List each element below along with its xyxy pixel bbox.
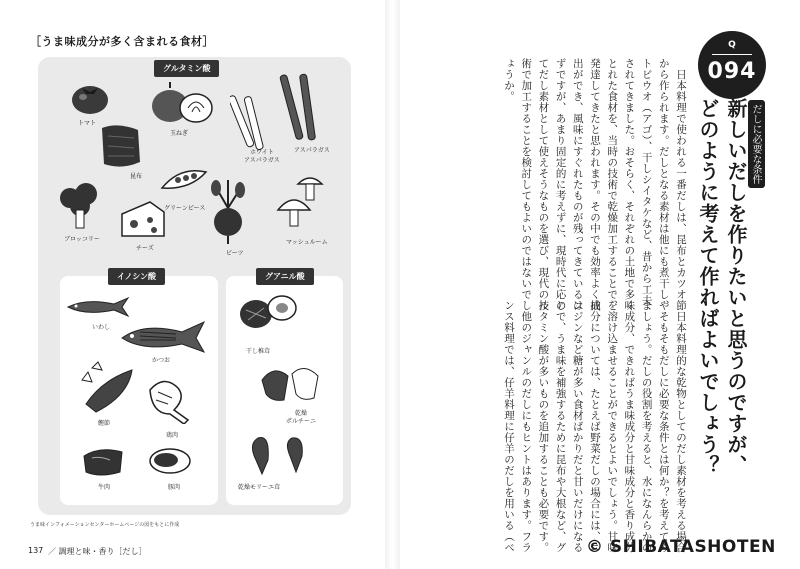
food-label-beet: ビーツ — [226, 250, 244, 257]
chicken-icon — [144, 370, 198, 424]
page-number: 137 — [28, 546, 44, 555]
category-label: だしに必要な条件 — [748, 100, 765, 188]
food-label-tomato: トマト — [78, 120, 97, 127]
food-label-chicken: 鶏肉 — [166, 432, 179, 439]
katsuobushi-icon — [72, 360, 138, 414]
body-column: ルタミン酸が多いものを追加することも必要です。 — [537, 300, 550, 553]
body-column: トビウオ（アゴ）、干しシイタケなど、昔から工夫 — [640, 58, 653, 306]
glutamate-label: グルタミン酸 — [154, 60, 219, 77]
body-column: 成分については、たとえば野菜だしの場合には、ニ — [589, 300, 601, 553]
food-label-sardine: いわし — [92, 324, 111, 331]
food-label-white-asparagus: ホワイト アスパラガス — [244, 149, 280, 164]
body-column: ましょう。だしの役割を考えると、水になんらかの — [640, 300, 653, 553]
beet-icon — [208, 180, 248, 244]
food-label-mushroom: マッシュルーム — [286, 239, 328, 246]
food-label-beef: 牛肉 — [98, 484, 111, 491]
tomato-icon — [70, 80, 110, 116]
food-label-dried-morel: 乾燥モリーユ茸 — [238, 484, 281, 491]
source-note: うま味インフォメーションセンターホームページの図をもとに作成 — [30, 522, 180, 528]
food-label-cheese: チーズ — [136, 245, 154, 252]
section-title: ［うま味成分が多く含まれる食材］ — [30, 35, 214, 48]
question-number: 094 — [707, 59, 757, 84]
body-column: 日本料理で使われる一番だしは、昆布とカツオ節 — [675, 58, 687, 311]
body-column: されてきました。おそらく、それぞれの土地で多く — [623, 58, 636, 311]
food-label-kombu: 昆布 — [130, 173, 143, 180]
broccoli-icon — [56, 182, 104, 230]
title-line-1: 新しいだしを作りたいと思うのですが、 — [724, 98, 748, 476]
body-column: 他のジャンルのだしにもヒントはあります。フラ — [520, 300, 533, 553]
dried-porcini-icon — [258, 360, 322, 406]
food-label-dried-porcini: 乾燥 ポルチーニ — [286, 410, 317, 425]
inosinate-label: イノシン酸 — [108, 268, 165, 285]
body-column: てだし素材として使えそうなものを選び、現代の技 — [537, 58, 550, 311]
sardine-icon — [66, 296, 130, 318]
green-peas-icon — [160, 166, 210, 196]
badge-divider — [712, 54, 752, 55]
running-title: ／ 調理と味・香り［だし］ — [48, 547, 147, 556]
body-column: ずですが、あまり固定的に考えずに、現時代に応じ — [554, 58, 567, 311]
white-asparagus-icon — [230, 92, 270, 152]
food-label-dried-shiitake: 干し椎茸 — [246, 348, 271, 355]
food-label-asparagus: アスパラガス — [294, 147, 330, 154]
body-column: とれた食材を、当時の技術で乾燥加工することで、 — [606, 58, 619, 311]
food-label-katsuobushi: 鰹節 — [98, 420, 111, 427]
question-letter: Q — [728, 40, 736, 50]
body-column: から作られます。だしとなる素材は他にも煮干しや — [657, 58, 670, 311]
body-column: 日本料理的な乾物としてのだし素材を考える場合 — [675, 300, 687, 553]
body-column: ンジンなど糖が多い食材ばかりだと甘いだけになる — [571, 300, 584, 553]
food-label-green-peas: グリーンピース — [164, 205, 206, 212]
dried-shiitake-icon — [236, 292, 300, 332]
title-line-2: どのように考えて作ればよいでしょう？ — [696, 98, 720, 476]
body-column: ょうか。 — [503, 58, 515, 102]
body-column: ので、うま味を補強するために昆布や大根など、グ — [554, 300, 567, 553]
question-badge — [698, 31, 766, 99]
book-gutter — [385, 0, 400, 569]
beef-icon — [80, 446, 126, 478]
bonito-icon — [120, 320, 206, 354]
body-column: 、そもそもだしに必要な条件とは何か？を考えてみ — [657, 300, 670, 553]
asparagus-icon — [278, 72, 326, 144]
body-column: 発達してきたと思われます。その中でも効率よく抽 — [589, 58, 601, 311]
body-column: 術で加工することを検討してもよいのではないでし — [520, 58, 533, 311]
food-label-pork: 豚肉 — [168, 484, 181, 491]
guanylate-label: グアニル酸 — [256, 268, 314, 285]
food-label-broccoli: ブロッコリー — [64, 236, 100, 243]
kombu-icon — [98, 122, 144, 172]
body-column: 出ができ、風味にすぐれたものが残ってきているは — [571, 58, 584, 311]
cheese-icon — [120, 200, 166, 240]
mushroom-icon — [276, 174, 338, 230]
onion-icon — [150, 82, 220, 126]
dried-morel-icon — [248, 434, 312, 476]
copyright-watermark: © SHIBATASHOTEN — [586, 537, 776, 557]
body-column: 味成分、できればうま味成分と甘味成分と香り成分 — [623, 300, 636, 553]
body-column: ンス料理では、仔羊料理に仔羊のだしを用いる（ベ — [503, 300, 515, 553]
food-label-bonito: かつお — [152, 357, 171, 364]
food-label-onion: 玉ねぎ — [170, 130, 189, 137]
body-column: を溶け込ませることができるとよいでしょう。甘味 — [606, 300, 619, 553]
pork-icon — [148, 446, 192, 476]
